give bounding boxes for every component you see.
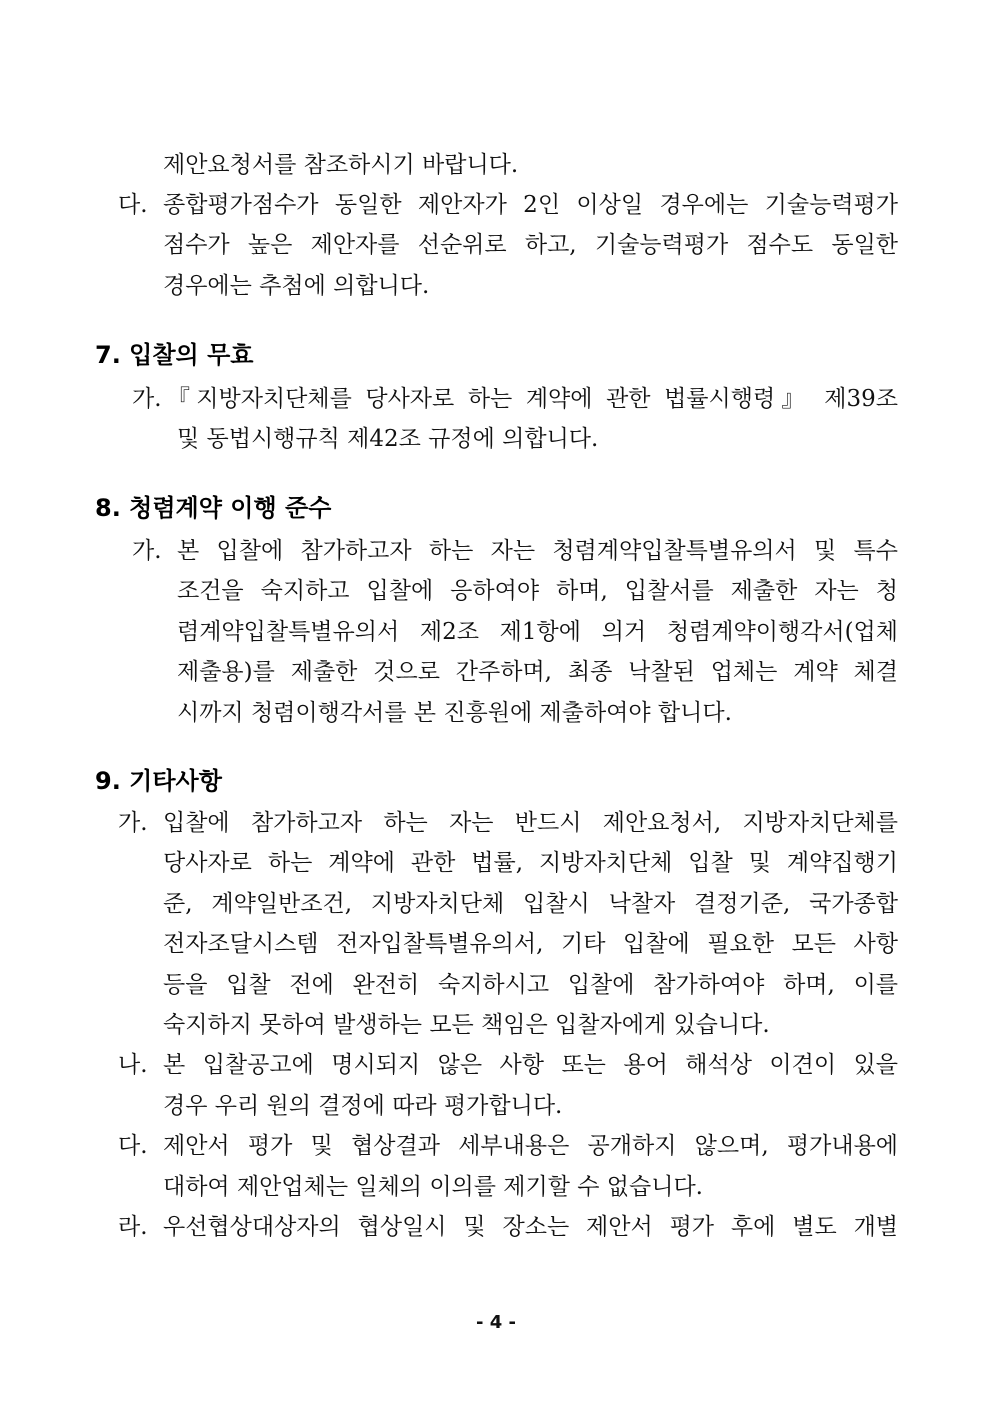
page-number: - 4 - — [476, 1312, 516, 1333]
text-line: 본 입찰공고에 명시되지 않은 사항 또는 용어 해석상 이견이 있을 — [163, 1052, 898, 1078]
text-line: 우선협상대상자의 협상일시 및 장소는 제안서 평가 후에 별도 개별 — [163, 1214, 898, 1240]
section-heading: 7. 입찰의 무효 — [95, 341, 254, 369]
text-line: 조건을 숙지하고 입찰에 응하여야 하며, 입찰서를 제출한 자는 청 — [177, 578, 898, 604]
text-line: 본 입찰에 참가하고자 하는 자는 청렴계약입찰특별유의서 및 특수 — [177, 538, 898, 564]
text-line: 경우에는 추첨에 의합니다. — [163, 273, 430, 299]
item-marker: 가. — [132, 538, 162, 564]
item-marker: 다. — [118, 1133, 148, 1159]
text-line: 입찰에 참가하고자 하는 자는 반드시 제안요청서, 지방자치단체를 — [163, 810, 898, 836]
text-line: 경우 우리 원의 결정에 따라 평가합니다. — [163, 1093, 563, 1119]
text-line: 렴계약입찰특별유의서 제2조 제1항에 의거 청렴계약이행각서(업체 — [177, 619, 898, 645]
text-line: 대하여 제안업체는 일체의 이의를 제기할 수 없습니다. — [163, 1174, 703, 1200]
text-line: 및 동법시행규칙 제42조 규정에 의합니다. — [177, 426, 599, 452]
text-line: 제안서 평가 및 협상결과 세부내용은 공개하지 않으며, 평가내용에 — [163, 1133, 898, 1159]
text-line: 전자조달시스템 전자입찰특별유의서, 기타 입찰에 필요한 모든 사항 — [163, 931, 898, 957]
text-line: 준, 계약일반조건, 지방자치단체 입찰시 낙찰자 결정기준, 국가종합 — [163, 891, 898, 917]
text-line: 등을 입찰 전에 완전히 숙지하시고 입찰에 참가하여야 하며, 이를 — [163, 972, 898, 998]
item-marker: 라. — [118, 1214, 148, 1240]
text-line: 『지방자치단체를 당사자로 하는 계약에 관한 법률시행령』 제39조 — [167, 386, 898, 412]
text-line: 제출용)를 제출한 것으로 간주하며, 최종 낙찰된 업체는 계약 체결 — [177, 659, 898, 685]
text-line: 숙지하지 못하여 발생하는 모든 책임은 입찰자에게 있습니다. — [163, 1012, 770, 1038]
item-marker: 나. — [118, 1052, 148, 1078]
item-marker: 가. — [132, 386, 162, 412]
text-line: 시까지 청렴이행각서를 본 진흥원에 제출하여야 합니다. — [177, 700, 732, 726]
text-line: 제안요청서를 참조하시기 바랍니다. — [163, 152, 519, 178]
text-line: 당사자로 하는 계약에 관한 법률, 지방자치단체 입찰 및 계약집행기 — [163, 850, 898, 876]
item-marker: 다. — [118, 192, 148, 218]
section-heading: 9. 기타사항 — [95, 767, 222, 795]
text-line: 종합평가점수가 동일한 제안자가 2인 이상일 경우에는 기술능력평가 — [163, 192, 898, 218]
text-line: 점수가 높은 제안자를 선순위로 하고, 기술능력평가 점수도 동일한 — [163, 232, 898, 258]
item-marker: 가. — [118, 810, 148, 836]
section-heading: 8. 청렴계약 이행 준수 — [95, 494, 332, 522]
